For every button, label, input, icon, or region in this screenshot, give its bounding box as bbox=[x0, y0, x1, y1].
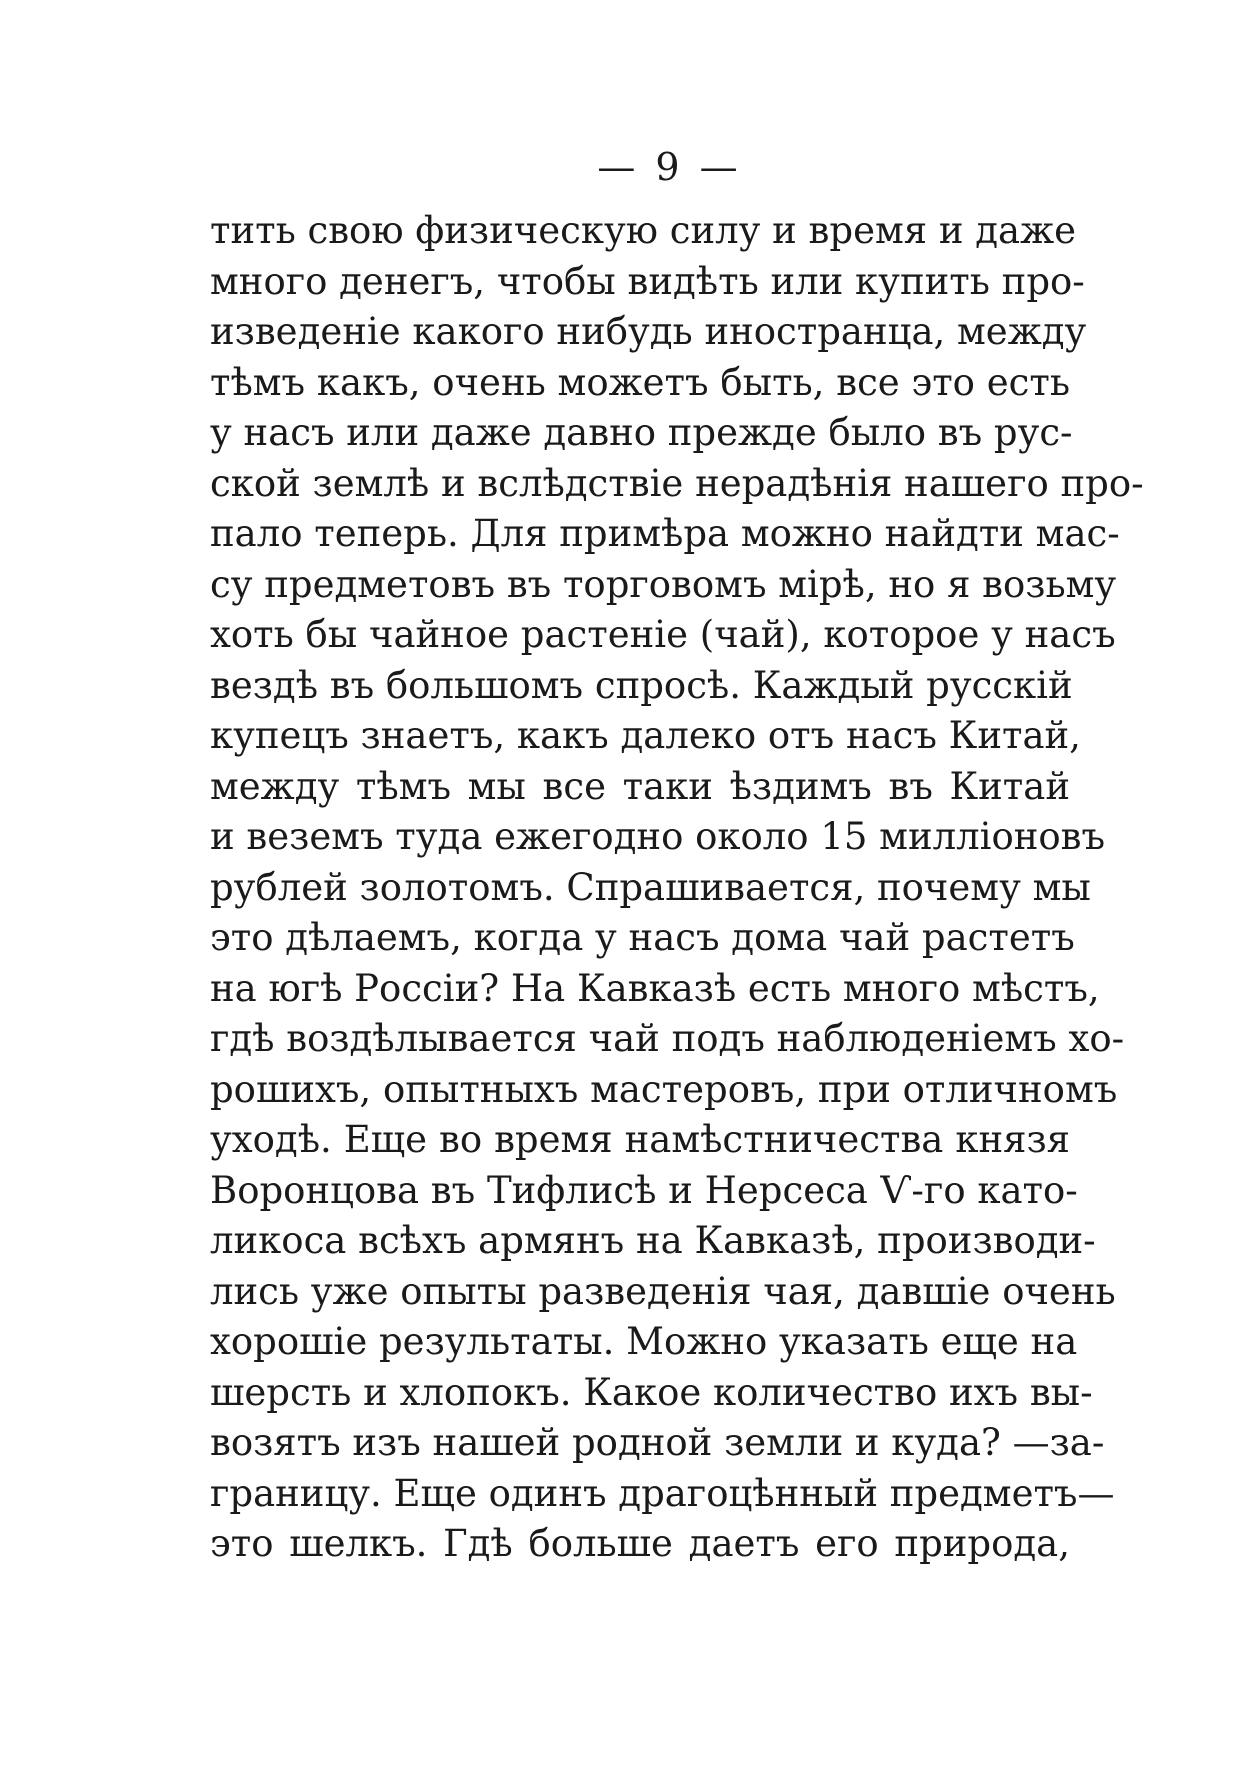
text-line: хорошіе результаты. Можно указать еще на bbox=[210, 1320, 1078, 1363]
text-line: тѣмъ какъ, очень можетъ быть, все это есть bbox=[210, 360, 1070, 404]
text-line: у насъ или даже давно прежде было въ рус- bbox=[210, 411, 1073, 454]
text-line: лись уже опыты разведенія чая, давшіе очень bbox=[210, 1269, 1116, 1313]
text-line: ской землѣ и вслѣдствіе нерадѣнія нашего про- bbox=[210, 461, 1144, 505]
text-line: это дѣлаемъ, когда у насъ дома чай растетъ bbox=[210, 916, 1075, 959]
text-line: шерсть и хлопокъ. Какое количество ихъ вы- bbox=[210, 1370, 1093, 1414]
text-line: границу. Еще одинъ драгоцѣнный предметъ— bbox=[210, 1471, 1115, 1515]
text-line: изведеніе какого нибудь иностранца, между bbox=[210, 310, 1087, 353]
text-line: возятъ изъ нашей родной земли и куда? —за- bbox=[210, 1421, 1105, 1464]
text-line: рошихъ, опытныхъ мастеровъ, при отличномъ bbox=[210, 1067, 1118, 1111]
body-text bbox=[210, 206, 1144, 1570]
text-line: гдѣ воздѣлывается чай подъ наблюденіемъ хо- bbox=[210, 1017, 1125, 1060]
text-line: Воронцова въ Тифлисѣ и Нерсеса Ѵ-го като- bbox=[210, 1168, 1078, 1212]
text-line: много денегъ, чтобы видѣть или купить про- bbox=[210, 259, 1085, 303]
text-line: пало теперь. Для примѣра можно найдти мас- bbox=[210, 512, 1120, 555]
text-line: су предметовъ въ торговомъ мірѣ, но я возьму bbox=[210, 562, 1117, 606]
text-line: это шелкъ. Гдѣ больше даетъ его природа, bbox=[210, 1522, 1070, 1565]
text-line: хоть бы чайное растеніе (чай), которое у насъ bbox=[210, 613, 1116, 656]
text-line: купецъ знаетъ, какъ далеко отъ насъ Китай, bbox=[210, 714, 1081, 757]
text-line: и веземъ туда ежегодно около 15 милліоновъ bbox=[210, 815, 1106, 858]
text-line: между тѣмъ мы все таки ѣздимъ въ Китай bbox=[210, 764, 1070, 808]
text-line: ликоса всѣхъ армянъ на Кавказѣ, производи- bbox=[210, 1219, 1096, 1262]
text-line: вездѣ въ большомъ спросѣ. Каждый русскій bbox=[210, 663, 1073, 707]
text-line: рублей золотомъ. Спрашивается, почему мы bbox=[210, 865, 1091, 909]
text-line: тить свою физическую силу и время и даже bbox=[210, 209, 1077, 252]
page-number: — 9 — bbox=[597, 145, 742, 189]
text-line: на югѣ Россіи? На Кавказѣ есть много мѣстъ, bbox=[210, 966, 1100, 1010]
text-line: уходѣ. Еще во время намѣстничества князя bbox=[210, 1118, 1070, 1161]
